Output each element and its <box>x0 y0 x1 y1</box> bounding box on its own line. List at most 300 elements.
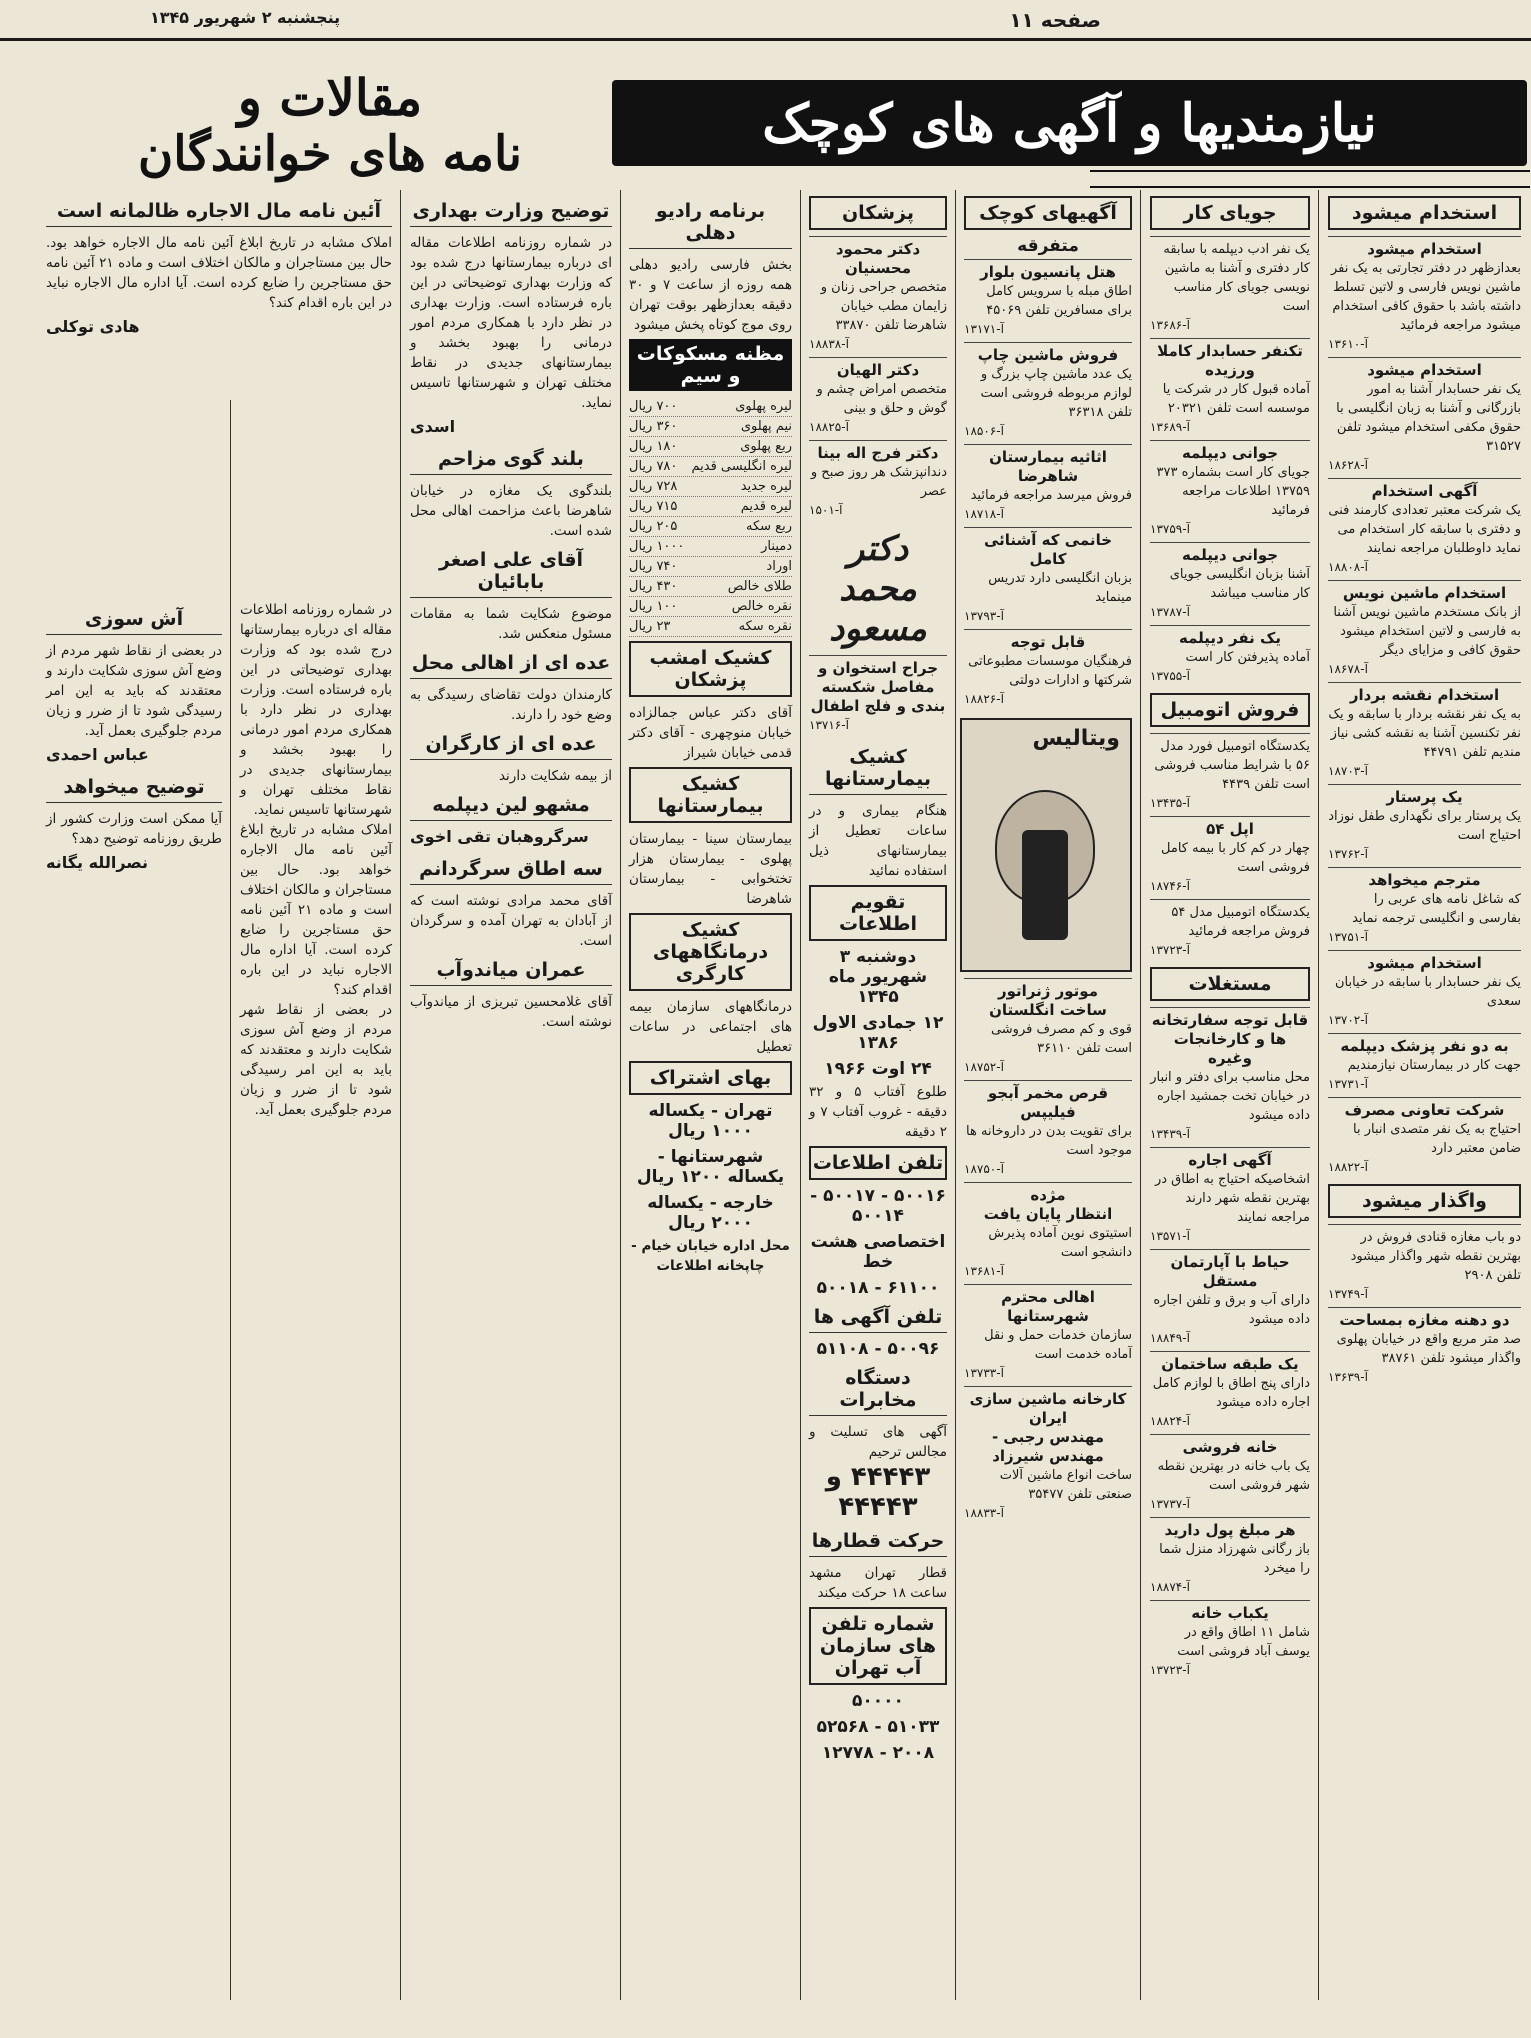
ash-letter-text: در بعضی از نقاط شهر مردم از وضع آش سوزی شکایت دارند و معتقدند که باید به این امر رسیدگی شود تا از ضرر و زیان مردم جلوگیری بعمل آید. <box>46 643 222 739</box>
coin-price: ۴۳۰ ریال <box>629 579 678 594</box>
ad-text: یک نفر ادب دیپلمه با سابقه کار دفتری و آشنا به ماشین نویسی جویای کار مناسب است <box>1163 242 1310 314</box>
table-row <box>629 477 792 497</box>
coin-price: ۷۴۰ ریال <box>629 559 678 574</box>
calendar-date-3: ۲۴ اوت ۱۹۶۶ <box>824 1059 932 1079</box>
ad-code: آ-۱۸۷۰۳ <box>1328 764 1368 778</box>
ad-title: دکتر فرج اله بینا <box>817 444 939 462</box>
ad-code: آ-۱۳۶۳۹ <box>1328 1370 1368 1384</box>
transfer-ad <box>1328 1307 1521 1390</box>
small-ad <box>964 1182 1132 1284</box>
ad-text: یک نفر حسابدار با سابقه در خیابان سعدی <box>1334 975 1521 1009</box>
coin-name: دمینار <box>761 539 792 554</box>
table-row <box>629 617 792 637</box>
hospital-duty-head: کشیک بیمارستانها <box>809 742 947 795</box>
ad-code: آ-۱۳۷۵۹ <box>1150 522 1190 536</box>
water-phone-line: ۵۰۰۰۰ <box>852 1691 904 1711</box>
rent-letter-head: آئین نامه مال الاجاره ظالمانه است <box>46 196 392 227</box>
ad-title: قرص مخمر آبجو فیلیپس <box>987 1084 1109 1121</box>
ad-title: اهالی محترم شهرستانها <box>1001 1288 1095 1325</box>
ad-text: بزبان انگلیسی دارد تدریس مینماید <box>988 571 1132 605</box>
ad-text: صد متر مربع واقع در خیابان پهلوی واگذار میشود تلفن ۳۸۷۶۱ <box>1336 1332 1521 1366</box>
table-row <box>629 457 792 477</box>
coin-name: نقره سکه <box>738 619 792 634</box>
doctor-signature: دکتر محمد مسعود <box>829 529 927 649</box>
ad-text: دارای آب و برق و تلفن اجاره داده میشود <box>1153 1293 1310 1327</box>
night-doctors-text: آقای دکتر عباس جمالزاده خیابان منوچهری - آقای دکتر قدمی خیابان شیراز <box>629 705 792 761</box>
misc-subhead: متفرقه <box>1017 236 1079 256</box>
column-letters-right <box>404 192 618 2002</box>
radio-head: برنامه رادیو دهلی <box>629 196 792 249</box>
coin-name: طلای خالص <box>727 579 792 594</box>
hiring-ad <box>1328 357 1521 478</box>
radio-text: بخش فارسی رادیو دهلی همه روزه از ساعت ۷ و ۳۰ دقیقه بعدازظهر بوقت تهران روی موج کوتاه پخش میشود <box>629 257 792 333</box>
coin-price: ۳۶۰ ریال <box>629 419 678 434</box>
hospitals-head: کشیک بیمارستانها <box>629 767 792 823</box>
car-ad <box>1150 816 1310 899</box>
coin-price: ۷۸۰ ریال <box>629 459 678 474</box>
ad-text: قوی و کم مصرف فروشی است تلفن ۳۶۱۱۰ <box>990 1022 1132 1056</box>
column-doctors <box>803 192 953 2002</box>
ad-text: آشنا بزبان انگلیسی جویای کار مناسب میباشد <box>1169 567 1310 601</box>
ad-code: آ-۱۸۶۷۸ <box>1328 662 1368 676</box>
column-small-ads <box>958 192 1138 2002</box>
ad-title: جوانی دیپلمه <box>1181 444 1279 462</box>
letter-text: موضوع شکایت شما به مقامات مسئول منعکس شد. <box>410 606 612 642</box>
ad-text: یک شرکت معتبر تعدادی کارمند فنی و دفتری با سابقه کار استخدام می نماید داوطلبان مراجعه نمایند <box>1328 503 1521 556</box>
ad-title: اثاثیه بیمارستان شاهرضا <box>989 448 1107 485</box>
coin-name: نیم پهلوی <box>740 419 792 434</box>
water-phone-line: ۵۱۰۳۳ - ۵۲۵۶۸ <box>816 1717 940 1737</box>
jobseek-head: جویای کار <box>1150 196 1310 230</box>
ad-title: هر مبلغ پول دارید <box>1164 1521 1296 1539</box>
letter-text: از بیمه شکایت دارند <box>498 768 612 784</box>
table-row <box>629 557 792 577</box>
subscription-line: تهران - یکساله ۱۰۰۰ ریال <box>648 1101 773 1141</box>
ad-title: استخدام ماشین نویس <box>1342 584 1507 602</box>
letter-head: آقای علی اصغر بابائیان <box>410 545 612 598</box>
column-rule <box>400 190 401 2000</box>
ad-text: دو باب مغازه قنادی فروش در بهترین نقطه شهر واگذار میشود تلفن ۲۹۰۸ <box>1350 1230 1521 1283</box>
ad-code: آ-۱۸۸۲۶ <box>964 692 1004 706</box>
letter-text: آقای غلامحسین تبریزی از میاندوآب نوشته است. <box>410 994 612 1030</box>
ad-text: شامل ۱۱ اطاق واقع در یوسف آباد فروشی است <box>1177 1625 1310 1659</box>
car-ad <box>1150 899 1310 963</box>
coin-price: ۱۰۰ ریال <box>629 599 678 614</box>
transfer-head: واگذار میشود <box>1328 1184 1521 1218</box>
subscription-line: خارجه - یکساله ۲۰۰۰ ریال <box>647 1193 774 1233</box>
ad-code: آ-۱۳۷۳۳ <box>964 1366 1004 1380</box>
estate-ad <box>1150 1600 1310 1683</box>
explain-letter-head: توضیح میخواهد <box>46 772 222 803</box>
ad-text: از بانک مستخدم ماشین نویس آشنا به فارسی و لاتین استخدام میشود حقوق کافی و مزایای دیگر <box>1333 605 1521 658</box>
column-letters-left-bottom <box>40 600 228 2000</box>
small-ad <box>964 1386 1132 1526</box>
ad-code: آ-۱۸۷۵۰ <box>964 1162 1004 1176</box>
imprint: محل اداره خیابان خیام - چاپخانه اطلاعات <box>631 1238 790 1274</box>
ad-text: یک پرستار برای نگهداری طفل نوزاد احتیاج است <box>1328 809 1521 843</box>
water-phone-line: ۲۰۰۸ - ۱۲۷۷۸ <box>821 1743 935 1763</box>
table-row <box>629 537 792 557</box>
transfer-ad <box>1328 1224 1521 1307</box>
car-ad <box>1150 733 1310 816</box>
ad-code: آ-۱۸۸۲۲ <box>1328 1160 1368 1174</box>
ad-code: آ-۱۳۷۳۷ <box>1150 1497 1190 1511</box>
coin-name: نقره خالص <box>731 599 792 614</box>
ad-code: آ-۱۳۷۵۱ <box>1328 930 1368 944</box>
letter-head: عمران میاندوآب <box>410 955 612 986</box>
ad-text: ساخت انواع ماشین آلات صنعتی تلفن ۳۵۴۷۷ <box>999 1468 1132 1502</box>
continued-text: در شماره روزنامه اطلاعات مقاله ای درباره بیمارستانها درج شده بود که وزارت بهداری توضیحاتی در این باره فرستاده است. وزارت بهداری در نظر دارد با همکاری مردم امور درمانی را بهبود بخشد و بیمارستانهای جدیدی در نقاط مختلف تهران و شهرستانها تاسیس نماید. <box>240 602 392 818</box>
ad-code: آ-۱۳۷۹۳ <box>964 609 1004 623</box>
trains-head: حرکت قطارها <box>809 1526 947 1557</box>
phone-line: ۶۱۱۰۰ - ۵۰۰۱۸ <box>816 1278 940 1298</box>
continued-text: املاک مشابه در تاریخ ابلاغ آئین نامه مال الاجاره خواهد بود. حال بین مستاجران و مالکان اختلاف است و ماده ۲۱ آئین نامه حق مستاجرین را ضایع کرده است. آیا اداره مال الاجاره نباید در این باره اقدام کند؟ <box>240 822 393 998</box>
small-ads-head: آگهیهای کوچک <box>964 196 1132 230</box>
coin-name: لیره انگلیسی قدیم <box>691 459 792 474</box>
column-rule <box>800 190 801 2000</box>
coin-name: ربع پهلوی <box>740 439 792 454</box>
ad-code: آ-۱۸۸۴۹ <box>1150 1331 1190 1345</box>
phone-line: اختصاصی هشت خط <box>810 1232 946 1272</box>
doctor-ad <box>809 440 947 523</box>
hiring-ad <box>1328 236 1521 357</box>
small-ad <box>964 342 1132 444</box>
ad-title: مژده <box>1030 1186 1066 1204</box>
letter-head: عده ای از اهالی محل <box>410 648 612 679</box>
rent-letter-author: هادی توکلی <box>46 317 140 336</box>
small-ad <box>964 527 1132 629</box>
ad-text: اطاق مبله با سرویس کامل برای مسافرین تلفن ۴۵۰۶۹ <box>986 284 1132 318</box>
page-number: صفحه ۱۱ <box>1009 8 1101 32</box>
ad-subtitle: ساخت انگلستان <box>989 1001 1107 1019</box>
coin-name: اوراد <box>766 559 792 574</box>
column-rule <box>1140 190 1141 2000</box>
column-services <box>623 192 798 2002</box>
ad-title: قابل توجه <box>1010 633 1086 651</box>
coin-name: ربع سکه <box>746 519 792 534</box>
illustration-label: ویتالیس <box>1032 726 1120 751</box>
big-phone-number: ۴۴۴۴۳ و ۴۴۴۴۳ <box>825 1462 931 1522</box>
ad-code: آ-۱۳۷۶۲ <box>1328 847 1368 861</box>
hiring-ad <box>1328 784 1521 867</box>
small-ad <box>964 629 1132 712</box>
ad-code: آ-۱۳۷۲۳ <box>1150 943 1190 957</box>
column-letters-left-mid <box>234 600 398 2000</box>
coin-price: ۷۲۸ ریال <box>629 479 678 494</box>
hospital-duty-text: هنگام بیماری و در ساعات تعطیل از بیمارستانهای ذیل استفاده نمائید <box>809 803 947 879</box>
ad-text: یک نفر حسابدار آشنا به امور بازرگانی و آشنا به زبان انگلیسی با حقوق مکفی استخدام میشود تلفن ۳۱۵۲۷ <box>1336 382 1521 454</box>
ad-title: حیاط با آپارتمان مستقل <box>1170 1253 1290 1290</box>
ministry-text: در شماره روزنامه اطلاعات مقاله ای درباره بیمارستانها درج شده بود که وزارت بهداری توضیحاتی در این باره فرستاده است. وزارت بهداری در نظر دارد با همکاری مردم امور درمانی را بهبود بخشد و بیمارستانهای جدیدی در نقاط مختلف تهران و شهرستانها تاسیس نماید. <box>410 235 612 411</box>
ad-text: یکدستگاه اتومبیل فورد مدل ۵۶ با شرایط مناسب فروشی است تلفن ۴۴۳۹ <box>1154 739 1310 792</box>
ad-code: آ-۱۸۸۳۸ <box>809 337 849 351</box>
ad-text: فروش میرسد مراجعه فرمائید <box>970 488 1132 503</box>
small-ad <box>964 1080 1132 1182</box>
table-row <box>629 577 792 597</box>
ad-title: خانمی که آشنائی کامل <box>983 531 1113 568</box>
estate-ad <box>1150 1147 1310 1249</box>
ad-code: آ-۱۳۱۷۱ <box>964 322 1004 336</box>
calendar-head: تقویم اطلاعات <box>809 885 947 941</box>
ad-text: دندانپزشک هر روز صبح و عصر <box>810 465 947 499</box>
small-ad <box>964 259 1132 342</box>
telecom-text: آگهی های تسلیت و مجالس ترحیم <box>809 1424 947 1460</box>
telecom-head: دستگاه مخابرات <box>809 1363 947 1416</box>
ad-code: آ-۱۸۵۰۶ <box>964 424 1004 438</box>
ash-letter-author: عباس احمدی <box>46 745 149 764</box>
coin-price: ۲۳ ریال <box>629 619 671 634</box>
ash-letter-head: آش سوزی <box>46 604 222 635</box>
column-letters-left-top <box>40 192 398 592</box>
ad-title: استخدام نقشه بردار <box>1349 686 1500 704</box>
jobseek-ad <box>1150 542 1310 625</box>
subscription-line: شهرستانها - یکساله ۱۲۰۰ ریال <box>636 1147 785 1187</box>
ad-title: یک پرستار <box>1386 788 1463 806</box>
ad-code: آ-۱۳۷۸۷ <box>1150 605 1190 619</box>
ad-title: موتور ژنراتور <box>998 982 1098 1000</box>
coin-name: لیره جدید <box>740 479 792 494</box>
ad-text: بعدازظهر در دفتر تجارتی به یک نفر ماشین نویس فارسی و لاتین تسلط داشته باشد با حقوق کافی استخدام میشود مراجعه فرمائید <box>1331 261 1521 333</box>
phone-info-head: تلفن اطلاعات <box>809 1146 947 1180</box>
jobseek-ad <box>1150 625 1310 689</box>
estate-head: مستغلات <box>1150 967 1310 1001</box>
top-rule <box>0 38 1531 41</box>
hiring-ad <box>1328 867 1521 950</box>
letter-head: بلند گوی مزاحم <box>410 444 612 475</box>
ad-title: دو دهنه مغازه بمساحت <box>1339 1311 1510 1329</box>
calendar-date-1: دوشنبه ۳ شهریور ماه ۱۳۴۵ <box>828 947 928 1007</box>
coin-price: ۷۱۵ ریال <box>629 499 678 514</box>
ad-title: یکباب خانه <box>1191 1604 1269 1622</box>
worker-clinics-text: درمانگاههای سازمان بیمه های اجتماعی در ساعات تعطیل <box>629 999 792 1055</box>
ad-code: آ-۱۳۷۱۶ <box>809 718 849 732</box>
ad-text: که شاغل نامه های عربی را بفارسی و انگلیسی ترجمه نماید <box>1352 892 1521 926</box>
calendar-date-2: ۱۲ جمادی الاول ۱۳۸۶ <box>812 1013 944 1053</box>
ad-text: جهت کار در بیمارستان نیازمندیم <box>1347 1058 1521 1073</box>
banner-ornament-rule <box>1090 170 1530 188</box>
ad-text: یک عدد ماشین چاپ بزرگ و لوازم مربوطه فروشی است تلفن ۳۶۳۱۸ <box>980 367 1132 420</box>
ad-code: آ-۱۳۶۸۹ <box>1150 420 1190 434</box>
hiring-ad <box>1328 580 1521 682</box>
explain-letter-author: نصرالله یگانه <box>46 853 149 872</box>
table-row <box>629 417 792 437</box>
coins-head: مظنه مسکوکات و سیم <box>629 339 792 391</box>
doctor-ad <box>809 236 947 357</box>
ad-code: آ-۱۸۸۲۵ <box>809 420 849 434</box>
car-head: فروش اتومبیل <box>1150 693 1310 727</box>
jobseek-ad <box>1150 236 1310 338</box>
small-ad <box>964 1284 1132 1386</box>
ad-title: دکتر محمود محسنیان <box>835 240 921 277</box>
column-hiring <box>1322 192 1527 2002</box>
ad-text: محل مناسب برای دفتر و انبار در خیابان تخت جمشید اجاره داده میشود <box>1150 1070 1310 1123</box>
ad-code: آ-۱۳۴۳۹ <box>1150 1127 1190 1141</box>
night-doctors-head: کشیک امشب پزشکان <box>629 641 792 697</box>
hiring-ad <box>1328 682 1521 784</box>
letter-head: مشهو لین دیپلمه <box>410 790 612 821</box>
ad-code: آ-۱۵۰۱ <box>809 503 843 517</box>
jobseek-ad <box>1150 338 1310 440</box>
ad-code: آ-۱۸۷۴۶ <box>1150 879 1190 893</box>
ad-title: دکتر الهیان <box>836 361 920 379</box>
table-row <box>629 497 792 517</box>
ad-code: آ-۱۳۷۳۱ <box>1328 1077 1368 1091</box>
coin-price: ۱۸۰ ریال <box>629 439 678 454</box>
estate-ad <box>1150 1249 1310 1351</box>
jobseek-ad <box>1150 440 1310 542</box>
coin-name: لیره پهلوی <box>735 399 792 414</box>
worker-clinics-head: کشیک درمانگاههای کارگری <box>629 913 792 991</box>
ad-code: آ-۱۸۷۱۸ <box>964 507 1004 521</box>
estate-ad <box>1150 1434 1310 1517</box>
doctors-head: پزشکان <box>809 196 947 230</box>
ad-subtitle: مهندس رجبی - مهندس شیرزاد <box>991 1428 1105 1465</box>
ad-text: به یک نفر نقشه بردار با سابقه و یک نفر تکنسین آشنا به نقشه کشی نیاز مندیم تلفن ۴۴۷۹۱ <box>1328 707 1521 760</box>
ads-phone-numbers: ۵۰۰۹۶ - ۵۱۱۰۸ <box>816 1339 940 1359</box>
coin-price: ۱۰۰۰ ریال <box>629 539 685 554</box>
page-date: پنجشنبه ۲ شهریور ۱۳۴۵ <box>150 8 341 27</box>
ad-title: یک نفر دیپلمه <box>1179 629 1281 647</box>
continued-text: در بعضی از نقاط شهر مردم از وضع آش سوزی شکایت دارند و معتقدند که باید به این امر رسیدگی شود تا از ضرر و زیان مردم جلوگیری بعمل آید. <box>240 1002 392 1118</box>
letters-title-line1: مقالات و <box>237 68 423 127</box>
phone-line: ۵۰۰۱۶ - ۵۰۰۱۷ - ۵۰۰۱۴ <box>810 1186 946 1226</box>
ad-text: متخصص جراحی زنان و زایمان مطب خیابان شاهرضا تلفن ۳۳۸۷۰ <box>820 280 947 333</box>
ad-code: آ-۱۸۸۰۸ <box>1328 560 1368 574</box>
hiring-ad <box>1328 950 1521 1033</box>
column-rule <box>1318 190 1319 2000</box>
ad-code: آ-۱۳۶۱۰ <box>1328 337 1368 351</box>
column-rule <box>230 400 231 2000</box>
ad-text: دارای پنج اطاق با لوازم کامل اجاره داده میشود <box>1152 1376 1310 1410</box>
ad-text: چهار در کم کار با بیمه کامل فروشی است <box>1161 841 1310 875</box>
ad-title: فروش ماشین چاپ <box>977 346 1119 364</box>
letters-section-title <box>70 70 590 190</box>
ad-code: آ-۱۳۷۴۹ <box>1328 1287 1368 1301</box>
water-phone-head: شماره تلفن های سازمان آب تهران <box>809 1607 947 1685</box>
letters-title-line2: نامه های خوانندگان <box>138 126 522 182</box>
ad-text: آماده قبول کار در شرکت یا موسسه است تلفن ۲۰۳۲۱ <box>1162 382 1310 416</box>
explain-letter-text: آیا ممکن است وزارت کشور از طریق روزنامه توضیح دهد؟ <box>46 811 222 847</box>
ad-text: یکدستگاه اتومبیل مدل ۵۴ فروش مراجعه فرمائید <box>1171 905 1310 939</box>
ad-code: آ-۱۸۶۲۸ <box>1328 458 1368 472</box>
advertisement-illustration <box>960 718 1132 972</box>
coin-name: لیره قدیم <box>740 499 792 514</box>
calendar-text: طلوع آفتاب ۵ و ۳۲ دقیقه - غروب آفتاب ۷ و ۲ دقیقه <box>809 1084 948 1140</box>
letter-head: سه اطاق سرگردانم <box>410 854 612 885</box>
ad-subtitle: انتظار پایان یافت <box>983 1205 1113 1223</box>
ad-title: تکنفر حسابدار کاملا ورزیده <box>1157 342 1303 379</box>
ad-text: استیتوی نوین آماده پذیرش دانشجو است <box>988 1226 1132 1260</box>
ad-code: آ-۱۳۵۷۱ <box>1150 1229 1190 1243</box>
ad-title: استخدام میشود <box>1367 361 1482 379</box>
trains-text: قطار تهران مشهد ساعت ۱۸ حرکت میکند <box>809 1565 947 1601</box>
ad-code: آ-۱۳۷۲۳ <box>1150 1663 1190 1677</box>
hiring-ad <box>1328 478 1521 580</box>
ad-title: به دو نفر پزشک دیپلمه <box>1340 1037 1509 1055</box>
ad-text: باز رگانی شهرزاد منزل شما را میخرد <box>1159 1542 1310 1576</box>
ad-code: آ-۱۳۶۸۱ <box>964 1264 1004 1278</box>
ad-title: مترجم میخواهد <box>1368 871 1481 889</box>
classifieds-banner: نیازمندیها و آگهی های کوچک <box>612 80 1527 166</box>
ad-code: آ-۱۳۶۸۶ <box>1150 318 1190 332</box>
ad-code: آ-۱۸۸۷۴ <box>1150 1580 1190 1594</box>
ads-phone-head: تلفن آگهی ها <box>809 1302 947 1333</box>
ad-code: آ-۱۸۸۲۴ <box>1150 1414 1190 1428</box>
doctor-ad <box>809 655 947 738</box>
ad-text: جویای کار است بشماره ۳۷۳ ۱۳۷۵۹ اطلاعات مراجعه فرمائید <box>1156 465 1310 518</box>
small-ad <box>964 978 1132 1080</box>
ad-text: جراح استخوان و مفاصل شکسته بندی و فلج اطفال <box>810 659 946 715</box>
ad-text: اشخاصیکه احتیاج به اطاق در بهترین نقطه شهر دارند مراجعه نمایند <box>1154 1172 1310 1225</box>
ad-code: آ-۱۳۷۵۵ <box>1150 669 1190 683</box>
small-ad <box>964 444 1132 527</box>
ad-code: آ-۱۸۷۵۲ <box>964 1060 1004 1074</box>
rent-letter-text: املاک مشابه در تاریخ ابلاغ آئین نامه مال الاجاره خواهد بود. حال بین مستاجران و مالکان اختلاف است و ماده ۲۱ آئین نامه حق مستاجرین را ضایع کرده است. آیا اداره مال الاجاره نباید در این باره اقدام کند؟ <box>46 235 392 311</box>
doctor-ad <box>809 357 947 440</box>
ad-text: احتیاج به یک نفر متصدی انبار با ضامن معتبر دارد <box>1353 1122 1521 1156</box>
ad-title: خانه فروشی <box>1182 1438 1278 1456</box>
letter-head: عده ای از کارگران <box>410 729 612 760</box>
estate-ad <box>1150 1007 1310 1147</box>
ministry-head: توضیح وزارت بهداری <box>410 196 612 227</box>
hiring-ad <box>1328 1097 1521 1180</box>
ad-title: یک طبقه ساختمان <box>1161 1355 1299 1373</box>
bottle-image <box>1022 830 1068 940</box>
ad-title: هتل پانسیون بلوار <box>980 263 1116 281</box>
ad-title: جوانی دیپلمه <box>1181 546 1279 564</box>
letter-text: کارمندان دولت تقاضای رسیدگی به وضع خود را دارند. <box>410 687 612 723</box>
table-row <box>629 517 792 537</box>
coins-table <box>629 397 792 637</box>
ad-title: آگهی اجاره <box>1188 1151 1272 1169</box>
ad-title: کارخانه ماشین سازی ایران <box>969 1390 1127 1427</box>
ad-code: آ-۱۳۴۳۵ <box>1150 796 1190 810</box>
ad-title: استخدام میشود <box>1367 954 1482 972</box>
column-rule <box>955 190 956 2000</box>
hiring-ad <box>1328 1033 1521 1097</box>
ad-title: استخدام میشود <box>1367 240 1482 258</box>
ad-title: اپل ۵۴ <box>1206 820 1254 838</box>
ad-text: سازمان خدمات حمل و نقل آماده خدمت است <box>984 1328 1132 1362</box>
ad-code: آ-۱۸۸۳۳ <box>964 1506 1004 1520</box>
subscription-head: بهای اشتراک <box>629 1061 792 1095</box>
ministry-author: اسدی <box>410 417 456 436</box>
ad-text: آماده پذیرفتن کار است <box>1185 650 1310 665</box>
ad-title: شرکت تعاونی مصرف <box>1344 1101 1505 1119</box>
column-jobseek <box>1144 192 1316 2002</box>
coin-price: ۷۰۰ ریال <box>629 399 678 414</box>
ad-text: متخصص امراض چشم و گوش و حلق و بینی <box>816 382 947 416</box>
hospitals-text: بیمارستان سینا - بیمارستان پهلوی - بیمارستان هزار تختخوابی - بیمارستان شاهرضا <box>629 831 792 907</box>
table-row <box>629 397 792 417</box>
ad-title: آگهی استخدام <box>1371 482 1478 500</box>
ad-text: یک باب خانه در بهترین نقطه شهر فروشی است <box>1157 1459 1310 1493</box>
table-row <box>629 437 792 457</box>
ad-text: برای تقویت بدن در داروخانه ها موجود است <box>966 1124 1132 1158</box>
letter-text: بلندگوی یک مغازه در خیابان شاهرضا باعث مزاحمت اهالی محل شده است. <box>410 483 612 539</box>
table-row <box>629 597 792 617</box>
hiring-head: استخدام میشود <box>1328 196 1521 230</box>
ad-title: قابل توجه سفارتخانه ها و کارخانجات وغیره <box>1151 1011 1309 1067</box>
coin-price: ۲۰۵ ریال <box>629 519 678 534</box>
ad-code: آ-۱۳۷۰۲ <box>1328 1013 1368 1027</box>
ad-text: فرهنگیان موسسات مطبوعاتی شرکتها و ادارات دولتی <box>968 654 1132 688</box>
letter-author: سرگروهبان تقی اخوی <box>410 827 589 846</box>
estate-ad <box>1150 1517 1310 1600</box>
estate-ad <box>1150 1351 1310 1434</box>
column-rule <box>620 190 621 2000</box>
letter-text: آقای محمد مرادی نوشته است که از آبادان به تهران آمده و سرگردان است. <box>410 893 612 949</box>
